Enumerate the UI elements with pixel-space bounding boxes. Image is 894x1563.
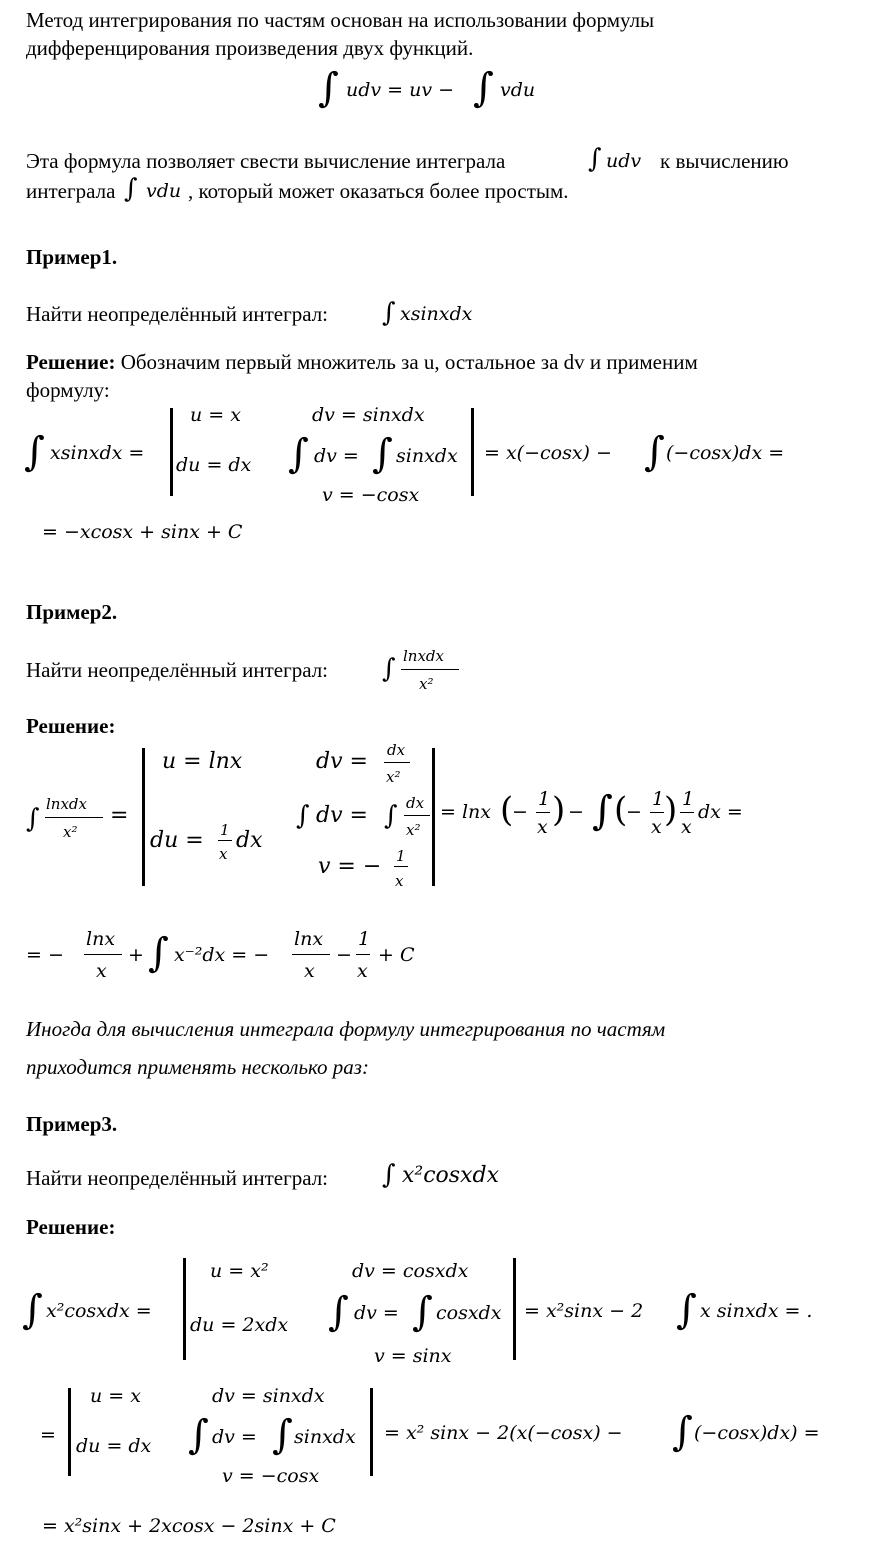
desc-line-1b: к вычислению (660, 149, 789, 173)
ex3-du2: du = dx (76, 1435, 152, 1457)
integral-sign: ∫ (384, 801, 398, 831)
integral-sign: ∫ (644, 429, 665, 475)
integral-sign: ∫ (382, 1160, 396, 1190)
solution-text: Обозначим первый множитель за u, остальное за dv и применим (120, 350, 698, 374)
ex3-dv-rhs: cosxdx (436, 1302, 502, 1324)
example-3-title: Пример3. (26, 1112, 118, 1136)
ex3-du: du = 2xdx (190, 1314, 289, 1336)
ex1-dv-lhs: dv = (314, 445, 359, 467)
task-frac-den: x² (419, 675, 434, 693)
fraction-line (218, 840, 232, 841)
ex1-result-a: = x(−cosx) − (484, 442, 612, 464)
ex2-dv-lhs: dv = (316, 803, 368, 828)
ex1-result-b: (−cosx)dx = (666, 442, 785, 464)
frac-den: x (537, 816, 548, 838)
ex2-v-a: v = − (318, 854, 382, 879)
ex1-lhs: xsinxdx = (50, 442, 145, 464)
integral-sign: ∫ (473, 65, 494, 111)
ex3-dv2-rhs: sinxdx (294, 1426, 356, 1448)
ex3-dv: dv = cosxdx (352, 1260, 469, 1282)
example-3-solution: Решение: (26, 1215, 116, 1239)
v-frac-den: x (395, 872, 404, 890)
integral-sign: ∫ (328, 1289, 349, 1335)
example-2-task: Найти неопределённый интеграл: (26, 658, 329, 682)
ex3-u2: u = x (90, 1385, 141, 1407)
ex3-res2-a: = x² sinx − 2(x(−cosx) − (384, 1422, 623, 1444)
example-1-title: Пример1. (26, 245, 118, 269)
desc-line-1a: Эта формула позволяет свести вычисление интеграла (26, 149, 506, 173)
frac-num: 1 (652, 788, 665, 810)
example-3-task: Найти неопределённый интеграл: (26, 1166, 329, 1190)
paren-right: ) (664, 790, 678, 830)
frac-num: 1 (538, 788, 551, 810)
bracket-right (432, 748, 435, 886)
bracket-left (68, 1388, 71, 1476)
frac-num: lnx (294, 928, 324, 950)
ex2-final-plus: + (128, 944, 144, 966)
du-frac-num: 1 (220, 821, 230, 839)
desc-line-2m: vdu (146, 180, 182, 202)
integral-sign: ∫ (372, 431, 393, 477)
ex3-lhs: x²cosxdx = (46, 1300, 152, 1322)
ex2-eq: = (110, 803, 129, 828)
ex2-final-end: + C (378, 944, 415, 966)
ex3-dv2: dv = sinxdx (212, 1385, 325, 1407)
minus-sign: − (568, 801, 584, 823)
integral-sign: ∫ (382, 654, 396, 684)
v-frac-num: 1 (396, 847, 406, 865)
du-frac-den: x (219, 845, 228, 863)
desc-line-2a: интеграла (26, 179, 116, 203)
integral-sign: ∫ (188, 1412, 209, 1458)
note-line-1: Иногда для вычисления интеграла формулу интегрирования по частям (26, 1017, 666, 1041)
ex3-v: v = sinx (374, 1345, 452, 1367)
example-2-solution: Решение: (26, 714, 116, 738)
ex2-u: u = lnx (162, 749, 243, 774)
ex3-dv2-lhs: dv = (212, 1426, 257, 1448)
dv-frac-den: x² (386, 768, 401, 786)
integral-sign: ∫ (288, 431, 309, 477)
task-frac-num: lnxdx (403, 647, 444, 665)
ex3-res-b: x sinxdx = . (700, 1300, 813, 1322)
bracket-left (170, 408, 173, 496)
integral-sign: ∫ (382, 298, 396, 328)
desc-line-1m: udv (606, 150, 642, 172)
integral-sign: ∫ (272, 1412, 293, 1458)
integral-sign: ∫ (148, 930, 169, 976)
ex2-final-eq: = − (26, 944, 64, 966)
integral-sign: ∫ (412, 1289, 433, 1335)
frac-den: x (304, 960, 315, 982)
ex3-res-a: = x²sinx − 2 (524, 1300, 644, 1322)
dv-frac-num: dx (387, 741, 406, 759)
minus-sign: − (512, 801, 528, 823)
example-1-task: Найти неопределённый интеграл: (26, 302, 329, 326)
ex2-res-tail: dx = (698, 801, 743, 823)
intro-line-1: Метод интегрирования по частям основан на использовании формулы (26, 8, 655, 32)
integral-sign: ∫ (296, 801, 310, 831)
fraction-line (536, 812, 550, 813)
integral-sign: ∫ (24, 429, 45, 475)
example-2-title: Пример2. (26, 600, 118, 624)
fraction-line (404, 815, 430, 816)
ex2-final-int: x⁻²dx = − (174, 944, 270, 966)
fraction-line (356, 954, 370, 955)
ex1-final: = −xcosx + sinx + C (42, 521, 243, 543)
example-1-task-expr: xsinxdx (400, 303, 473, 325)
ex3-dv-lhs: dv = (354, 1302, 399, 1324)
ex1-dv-rhs: sinxdx (396, 445, 458, 467)
frac-num: 1 (358, 928, 371, 950)
example-1-solution (26, 348, 698, 376)
fraction-line (680, 812, 694, 813)
ex2-du-dx: dx (236, 828, 263, 853)
dv2-frac-den: x² (406, 821, 421, 839)
solution-label: Решение: (26, 350, 116, 374)
fraction-line (292, 954, 330, 955)
fraction-line (394, 866, 408, 867)
ex3-res2-b: (−cosx)dx) = (694, 1422, 820, 1444)
fraction-line (84, 954, 122, 955)
ex1-du: du = dx (176, 454, 252, 476)
ex2-du-a: du = (150, 828, 204, 853)
fraction-line (650, 812, 664, 813)
bracket-left (183, 1258, 186, 1360)
bracket-right (370, 1388, 373, 1476)
frac-den: x (96, 960, 107, 982)
frac-num: 1 (682, 788, 695, 810)
minus-sign: − (626, 801, 642, 823)
ex3-eq2: = (40, 1424, 56, 1446)
ex1-dv: dv = sinxdx (312, 404, 425, 426)
frac-den: x (651, 816, 662, 838)
integral-sign: ∫ (588, 144, 602, 174)
example-1-solution-2: формулу: (26, 378, 110, 402)
formula-rhs: vdu (500, 79, 536, 101)
note-line-2: приходится применять несколько раз: (26, 1055, 369, 1079)
ex3-u: u = x² (210, 1260, 269, 1282)
fraction-line (45, 817, 103, 818)
example-3-task-expr: x²cosxdx (402, 1163, 499, 1188)
ex3-final: = x²sinx + 2xcosx − 2sinx + C (42, 1515, 336, 1537)
bracket-left (142, 748, 145, 886)
fraction-line (401, 669, 459, 670)
integral-sign: ∫ (124, 174, 138, 204)
paren-left: ( (614, 790, 628, 830)
integral-sign: ∫ (318, 65, 339, 111)
dv2-frac-num: dx (406, 794, 425, 812)
ex1-u: u = x (190, 404, 241, 426)
fraction-line (384, 762, 410, 763)
integral-sign: ∫ (672, 1409, 693, 1455)
bracket-right (513, 1258, 516, 1360)
bracket-right (471, 408, 474, 496)
intro-line-2: дифференцирования произведения двух функций. (26, 36, 474, 60)
frac-num: lnx (86, 928, 116, 950)
ex2-dv-a: dv = (316, 749, 368, 774)
integral-sign: ∫ (26, 804, 40, 834)
frac-den: x (357, 960, 368, 982)
formula-lhs: udv = uv − (346, 79, 455, 101)
integral-sign: ∫ (592, 788, 613, 834)
desc-line-2b: , который может оказаться более простым. (188, 179, 569, 203)
paren-right: ) (552, 790, 566, 830)
integral-sign: ∫ (676, 1287, 697, 1333)
minus-sign: − (336, 944, 352, 966)
ex1-v: v = −cosx (322, 484, 420, 506)
integral-sign: ∫ (22, 1287, 43, 1333)
lhs-frac-den: x² (63, 823, 78, 841)
ex2-res-a: = lnx (440, 801, 491, 823)
paren-left: ( (500, 790, 514, 830)
frac-den: x (681, 816, 692, 838)
ex3-v2: v = −cosx (222, 1465, 320, 1487)
lhs-frac-num: lnxdx (46, 795, 87, 813)
